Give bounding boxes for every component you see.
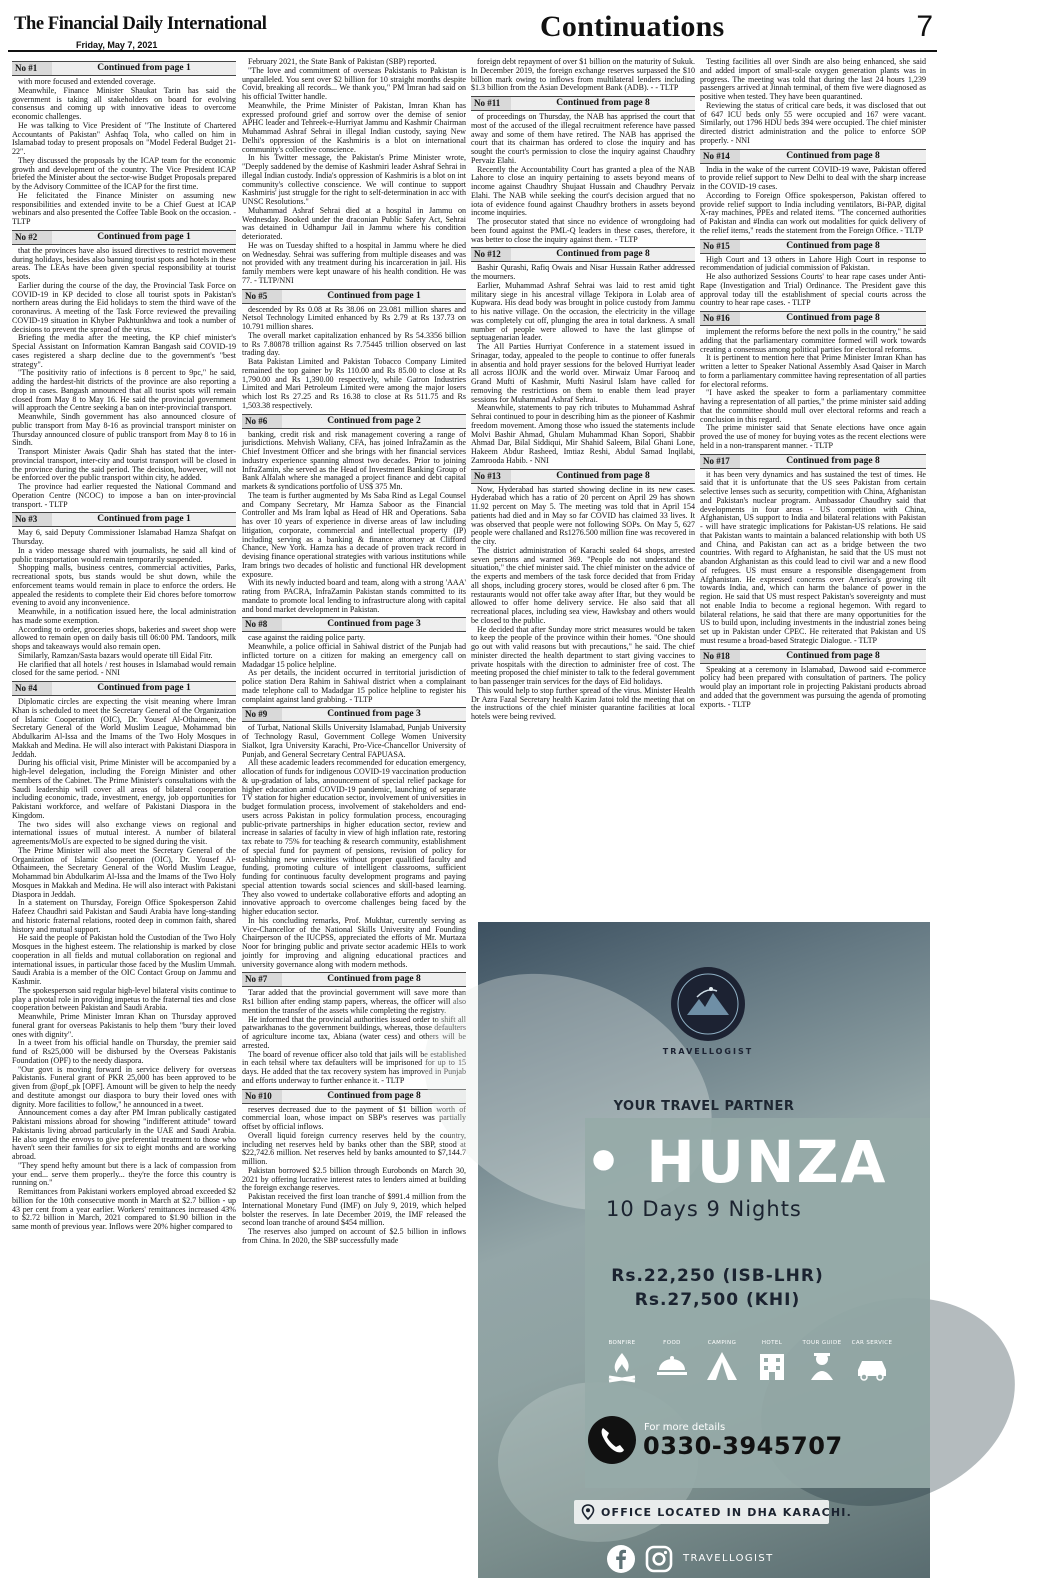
article-paragraph: The province had earlier requested the National Command and Operation Centre (NCOC) to impose a ban on inter-provincial transport. - TLTP — [12, 482, 236, 509]
article-paragraph: it has been very dynamics and has sustained the test of times. He said that it is unfortunate that the US sees Pakistan from certain selective lenses such as security, competition with China, Afghanistan and Pakistan's nuclear program. Ambassador Chaudhry said that developments in four areas - US competition with China, Afghanistan, US support to India and bilateral relations with Pakistan - will have strategic implications for Pakistan-US relations. He said that Pakistan wants to maintain a balanced relationship with both US and China, and Pakistan can act as a bridge between the two countries. With regard to Afghanistan, he said that the US must not abandon Afghanistan as this could lead to civil war and a new flood of refugees. US must ensure a responsible disengagement from Afghanistan. He expressed concerns over America's growing tilt towards India, and, which can harm the balance of power in the region. He said that US must respect Pakistan's sovereignty and must not enable India to become a regional hegemon. With regard to bilateral relations, he said that there are many opportunities for the US to build upon, including investments in the industrial zones being set up in Pakistan under CPEC. He reiterated that Pakistan and US must resume a broad-based Strategic Dialogue. - TLTP — [700, 469, 926, 645]
article-paragraph: The prosecutor stated that since no evidence of wrongdoing had been found against the PML-Q leaders in these cases, therefore, it was better to close the inquiry against them. - TLTP — [471, 217, 695, 244]
article-paragraph: Bashir Qurashi, Rafiq Owais and Nisar Hussain Rather addressed the mourners. — [471, 263, 695, 281]
continuation-heading — [242, 414, 466, 429]
continuation-heading — [471, 96, 695, 111]
continuation-title: Continued from page 8 — [556, 98, 650, 108]
amenity-food: FOOD — [642, 1340, 702, 1382]
article-paragraph: He was talking to Vice President of "The Institute of Chartered Accountants of Pakistan" Ashfaq Tola, who called on him in Islamabad today to present proposals on "Model Federal Budget 21-22". — [12, 120, 236, 156]
destination-bullet: • — [585, 1128, 625, 1196]
article-paragraph: He said the people of Pakistan hold the Custodian of the Two Holy Mosques in the highest esteem. The relationship is marked by close cooperation in all fields and mutual collaboration on regional and international issues, in particular those faced by the Muslim Ummah. Saudi Arabia is a member of the OIC Contact Group on Jammu and Kashmir. — [12, 933, 236, 986]
article-paragraph: February 2021, the State Bank of Pakistan (SBP) reported. — [248, 57, 437, 66]
page-number: 7 — [916, 10, 933, 43]
amenity-tour-guide: TOUR GUIDE — [792, 1340, 852, 1382]
continuation-heading — [700, 454, 926, 469]
article-paragraph: Earlier, Muhammad Ashraf Sehrai was laid to rest amid tight military siege in his ancestral village Tekipora in Lolab area of Kupwara. His dead body was brought in police custody from Jammu to his native village. On the occasion, the electricity in the village was completely cut off, plunging the area in total darkness. A small number of people were allowed to have the last glimpse of septuagenarian leader. — [471, 280, 695, 343]
continuation-heading — [12, 230, 236, 245]
continuation-title: Continued from page 2 — [327, 415, 421, 426]
story-number: No #14 — [700, 150, 740, 163]
office-location-text: OFFICE LOCATED IN DHA KARACHI. — [601, 1506, 852, 1519]
story-number: No #4 — [12, 682, 52, 695]
column-3 — [471, 57, 695, 721]
continuation-heading — [700, 311, 926, 326]
article-paragraph: descended by Rs 0.08 at Rs 38.06 on 23.081 million shares and Netsol Technology Limited enhanced by Rs 2.79 at Rs 137.73 on 10.791 million shares. — [242, 304, 466, 331]
page-header — [8, 6, 939, 52]
article-paragraph: Meanwhile, the Prime Minister of Pakistan, Imran Khan has expressed profound grief and sorrow over the demise of senior APHC leader and Tehreek-e-Hurriyat Jammu and Kashmir Chairman Muhammad Ashraf Sehrai in illegal Indian custody, saying New Delhi's oppression of the Kashmiris is a blot on international community's collective conscience. — [242, 100, 466, 154]
article-paragraph: The prime minister said that Senate elections have once again proved the use of money for buying votes as the recent elections were held in a non-transparent manner. - TLTP — [700, 423, 926, 450]
story-number: No #7 — [242, 973, 282, 986]
article-paragraph: "They spend hefty amount but there is a lack of compassion from your end... serve them properly... they're the force this country is running on." — [12, 1160, 236, 1188]
continuation-heading — [471, 469, 695, 484]
continuation-title: Continued from page 8 — [327, 974, 421, 985]
column-4 — [700, 58, 926, 928]
article-paragraph: with more focused and extended coverage. — [18, 77, 156, 86]
article-paragraph: As per details, the incident occurred in territorial jurisdiction of police station Dera Rahim in Sahiwal district when a complainant made telephone call to Madadgar 15 police helpline to register his complaint against land grabbing. - TLTP — [242, 668, 466, 704]
article-paragraph: Meanwhile, Finance Minister Shaukat Tarin has said the government is taking all stakeholders on board for evolving consensus and coming up with innovative ideas to overcome economic challenges. — [12, 85, 236, 121]
continuation-heading — [12, 512, 236, 527]
article-paragraph: that the provinces have also issued directives to restrict movement during holidays, besides also banning tourist spots and hotels in these areas. The LEAs have been given special responsibility at tourist spots. — [12, 245, 236, 281]
article-paragraph: He decided that after Sunday more strict measures would be taken to keep the people of the province within their homes. "One should go out with valid reasons but with precautions," he said. The chief minister directed the health department to start giving vaccines to private hospitals with the direction to administer free of cost. The meeting proposed the chief minister to talk to the federal government to ban passenger train services for the days of Eid holidays. — [471, 624, 695, 686]
article-paragraph: Recently the Accountability Court has granted a plea of the NAB Lahore to close an inquiry pertaining to assets beyond means of income against Chaudhry Shujaat Hussain and Chaudhry Pervaiz Elahi. The NAB while seeking the court's decision argued that no iota of evidence found against Chaudhry brothers in assets beyond income inquiries. — [471, 164, 695, 218]
article-paragraph: The board of revenue officer also told that jails will be established in each tehsil where tax defaulters will be imprisoned for up to 15 days. He added that the tax recovery system has improved in Punjab and efforts underway to further enhance it. - TLTP — [242, 1049, 466, 1085]
article-paragraph: In a tweet from his official handle on Thursday, the premier said fund of Rs25,000 will be disbursed by the Overseas Pakistanis Foundation (OPF) to the needy diaspora. — [12, 1038, 236, 1065]
amenity-car-service: CAR SERVICE — [842, 1340, 902, 1382]
article-paragraph: He clarified that all hotels / rest houses in Islamabad would remain closed for the same period. - NNI — [12, 659, 236, 678]
phone-number[interactable]: 0330-3945707 — [643, 1432, 843, 1460]
continuation-heading — [242, 707, 466, 722]
article-paragraph: May 6, said Deputy Commissioner Islamabad Hamza Shafqat on Thursday. — [12, 528, 236, 546]
story-number: No #13 — [471, 470, 511, 483]
story-number: No #12 — [471, 248, 511, 261]
article-paragraph: This would help to stop further spread of the virus. Minister Health Dr Azra Fazal Secretary health Kazim Jatoi told the meeting that on the instructions of the chief minister quarantine facilities at local hotels were being revived. — [471, 685, 695, 721]
article-paragraph: The Prime Minister will also meet the Secretary General of the Organization of Islamic Cooperation (OIC), Dr. Yousef Al-Othaimeen, the Secretary General of the World Muslim League, Mohammad bin Abdulkarim Al-Issa and the Imams of the Two Holy Mosques in Makkah and Medina. He will also interact with Pakistani Diaspora in Jeddah. — [12, 845, 236, 899]
travel-advertisement[interactable] — [478, 922, 930, 1578]
article-paragraph: Testing facilities all over Sindh are also being enhanced, she said and added import of small-scale oxygen generation plants was in progress. The meeting was told that during the last 24 hours 1,239 passengers arrived at Jinnah terminal, of them five were diagnosed as positive when tested. They have been quarantined. — [700, 57, 926, 101]
article-paragraph: High Court and 13 others in Lahore High Court in response to recommendation of judicial commission of Pakistan. — [700, 254, 926, 273]
article-paragraph: He also authorized Sessions Courts' to hear rape cases under Anti-Rape (Investigation and Trial) Ordinance. The President gave this approval today till the establishment of special courts across the country to hear rape cases. - TLTP — [700, 272, 926, 308]
continuation-heading — [12, 681, 236, 696]
article-paragraph: According to order, groceries shops, bakeries and sweet shop were allowed to remain open on daily basis till 06:00 PM. Tandoors, milk shops and takeaways would also remain open. — [12, 624, 236, 651]
article-paragraph: The district administration of Karachi sealed 64 shops, arrested seven persons and warned 369. "People do not understand the situation," the chief minister said. The chief minister on the advice of the experts and members of the task force decided that from Friday all shops, including grocery stores, would be closed after 6 pm. The restaurants would not offer take away after Iftar, but they would be allowed to offer home delivery service. He also said that all recreational places, including sea view, Hawksbay and others would be closed to the public. — [471, 545, 695, 625]
phone-icon — [588, 1416, 636, 1464]
price-khi: Rs.27,500 (KHI) — [634, 1290, 801, 1310]
article-paragraph: The spokesperson said regular high-level bilateral visits continue to play a pivotal role in providing impetus to the fraternal ties and close cooperation between Pakistan and Saudi Arabia. — [12, 985, 236, 1013]
article-paragraph: Now, Hyderabad has started showing decline in its new cases. Hyderabad which has a ratio of 20 percent on April 29 has shown 11.92 percent on May 5. The meeting was told that in April 154 patients had died and in May so far COVID has claimed 33 lives. It was observed that people were not following SOPs. On May 5, 627 people were challaned and Rs1276.500 million fine was recovered in the city. — [471, 484, 695, 546]
article-paragraph: Muhammad Ashraf Sehrai died at a hospital in Jammu on Wednesday. Booked under the draconian Public Safety Act, Sehrai was detained in Udhampur Jail in Jammu where his condition deteriorated. — [242, 205, 466, 241]
article-paragraph: Meanwhile, Sindh government has also announced closure of public transport from May 8-16 as provincial transport minister on Thursday announced closure of public transport from May 8 to 16 in Sindh. — [12, 412, 236, 448]
story-number: No #15 — [700, 240, 740, 253]
article-paragraph: Speaking at a ceremony in Islamabad, Dawood said e-commerce policy had been prepared with consultation of partners. The policy would play an important role in projecting Pakistani products abroad and added that the government was pursuing the agenda of promoting exports. - TLTP — [700, 664, 926, 709]
facebook-icon[interactable] — [606, 1544, 636, 1574]
amenity-hotel: HOTEL — [742, 1340, 802, 1382]
article-paragraph: of Turbat, National Skills University Islamabad, Punjab University of Technology Rasul, Government College Women University Sialkot, Igra University Karachi, Pro-Vice-Chancellor University of Punjab, and General Secretary Central FAPUASA. — [242, 723, 466, 759]
article-paragraph: Meanwhile, in a notification issued here, the local administration has made some exemption. — [12, 607, 236, 625]
story-number: No #10 — [242, 1090, 282, 1103]
hotel-icon — [755, 1350, 789, 1382]
continuation-title: Continued from page 3 — [327, 619, 421, 630]
amenity-bonfire: BONFIRE — [592, 1340, 652, 1382]
continuation-heading — [242, 289, 466, 304]
article-paragraph: Pakistan received the first loan tranche of $991.4 million from the International Monetary Fund (IMF) on July 9, 2019, which helped bolster the reserves. In late December 2019, the IMF released the second loan tranche of around $454 million. — [242, 1192, 466, 1228]
article-paragraph: He was on Tuesday shifted to a hospital in Jammu where he died on Wednesday. Sehrai was suffering from multiple diseases and was not provided with any treatment during his incarceration in jail. His family members were kept unaware of his health condition. He was 77. - TLTP/NNI — [242, 240, 466, 285]
article-paragraph: Meanwhile, a police official in Sahiwal district of the Punjab had inflicted torture on a citizen for making an emergency call on Madadgar 15 police helpline. — [242, 642, 466, 669]
article-paragraph: India in the wake of the current COVID-19 wave, Pakistan offered to provide relief support to New Delhi to deal with the sharp increase in the COVID-19 cases. — [700, 164, 926, 191]
continuation-title: Continued from page 8 — [786, 150, 880, 161]
issue-date: Friday, May 7, 2021 — [76, 40, 158, 50]
continuation-heading — [242, 617, 466, 632]
article-paragraph: foreign debt repayment of over $1 billion on the maturity of Sukuk. In December 2019, the foreign exchange reserves surpassed the $10 billion mark owing to inflows from multilateral lenders including $1.3 billion from the Asian Development Bank (ADB). - - TLTP — [471, 57, 695, 93]
article-paragraph: The team is further augmented by Ms Saba Rind as Legal Counsel and Company Secretary, Mr Hamza Saboor as the Financial Controller and Ms Iram Iqbal as Head of HR and Operations. Saba has over 10 years of experience in diverse areas of law including litigation, corporate, commercial and intellectual property (IP) including serving as a banking & finance attorney at Clifford Chance, New York. Hamza has a decade of proven track record in devising finance operational strategies with various institutions while Iram brings two decades of holistic and functional HR development exposure. — [242, 490, 466, 579]
article-paragraph: Earlier during the course of the day, the Provincial Task Force on COVID-19 in KP decided to close all tourist spots in Pakistan's northern areas during the Eid holidays to stem the third wave of the coronavirus. A meeting of the Task Force reviewed the prevailing COVID-19 situation in Khyber Pakhtunkhwa and took a number of decisions to prevent the spread of the virus. — [12, 280, 236, 334]
article-paragraph: During his official visit, Prime Minister will be accompanied by a high-level delegation, including the Foreign Minister and other members of the Cabinet. The Prime Minister's consultations with the Saudi leadership will cover all areas of bilateral cooperation including economic, trade, investment, energy, job opportunities for Pakistani workforce, and welfare of Pakistani Diaspora in the Kingdom. — [12, 758, 236, 820]
bonfire-icon — [605, 1350, 639, 1382]
article-paragraph: All these academic leaders recommended for education emergency, allocation of funds for indigenous COVID-19 vaccination production & up-gradation of labs, announcement of special relief package for higher education amid COVID-19 pandemic, launching of separate TV station for higher education sector, involvement of universities in budget formulation process, involvement of stakeholders and end-users across Pakistan in policy formulation process, encouraging public-private partnerships in higher education sector, review and increase in salaries of faculty in view of high inflation rate, restoring tax rebate to 75% for teaching & research community, establishment of special fund for payment of pensions, revision of policy for establishing new universities without proper qualified faculty and funding, promoting culture of intelligent classrooms, sufficient funding for continuous faculty development programs and paying special attention towards social sciences and skill-based learning. They also vowed to undertake collaborative efforts and adopting an innovative approach to overcome challenges being faced by the higher education sector. — [242, 758, 466, 916]
travellogist-logo — [671, 967, 745, 1041]
article-paragraph: He informed that the provincial authorities issued order to shift all patwarkhanas to the government buildings, whereas, those defaulters of agriculture income tax, Abiana (water cess) and others will be arrested. — [242, 1014, 466, 1050]
destination-title — [585, 1130, 887, 1194]
social-handle: TRAVELLOGIST — [683, 1553, 774, 1564]
story-number: No #2 — [12, 231, 52, 244]
story-number: No #17 — [700, 455, 740, 468]
article-paragraph: "Our govt is moving forward in service delivery for overseas Pakistanis. Funeral grant of PKR 25,000 has been approved to be given from @opf_pk [OPF]. Amount will be given to help the needy and destitute amongst our diaspora to bury their loved ones with dignity. More facilities to follow," he announced in a tweet. — [12, 1064, 236, 1109]
continuation-title: Continued from page 1 — [97, 683, 191, 693]
article-paragraph: They discussed the proposals by the ICAP team for the economic growth and development of the country. The Vice President ICAP briefed the Minister about the sector-wise Budget Proposals prepared by the Advisory Committee of the ICAP for the first time. — [12, 155, 236, 191]
article-paragraph: The overall market capitalization enhanced by Rs 54.3356 billion to Rs 7.80878 trillion against Rs 7.75445 trillion observed on last trading day. — [242, 330, 466, 358]
continuation-title: Continued from page 8 — [556, 470, 650, 481]
article-paragraph: Tarar added that the provincial government will save more than Rs1 billion after ending stamp papers, whereas, the officer will also mention the transfer of the assets while completing the registry. — [242, 988, 466, 1015]
article-paragraph: The All Parties Hurriyat Conference in a statement issued in Srinagar, today, appealed to the people to continue to offer funerals in absentia and hold prayer sessions for the beloved Hurriyat leader all across IIOJK and the world over. Mirwaiz Umar Farooq and Grand Mufti of Kashmir, Mufti Nasirul Islam have called for removing the restrictions on them to enable them lead prayer sessions for Muhammad Ashraf Sehrai. — [471, 342, 695, 404]
article-paragraph: Announcement comes a day after PM Imran publically castigated Pakistani missions abroad for showing "indifferent attitude" toward Pakistanis living abroad particularly in the UAE and Saudi Arabia. He also urged the envoys to give preferential treatment to those who haven't seen their families for six to eight months and are working abroad. — [12, 1108, 236, 1161]
continuation-heading — [242, 972, 466, 987]
continuation-title: Continued from page 8 — [786, 455, 880, 466]
continuation-title: Continued from page 8 — [556, 249, 650, 260]
ad-tagline: YOUR TRAVEL PARTNER — [613, 1099, 795, 1114]
price-isb-lhr: Rs.22,250 (ISB-LHR) — [611, 1266, 824, 1286]
continuation-heading — [12, 61, 236, 76]
story-number: No #5 — [242, 290, 282, 303]
article-paragraph: reserves decreased due to the payment of $1 billion worth of commercial loan, whose impact on SBP's reserves was partially offset by official inflows. — [242, 1104, 466, 1131]
article-paragraph: With its newly inducted board and team, along with a strong 'AAA' rating from PACRA, InfraZamin Pakistan stands committed to its mandate to promote local lending to infrastructure along with capital and bond market development in Pakistan. — [242, 578, 466, 614]
continuation-title: Continued from page 1 — [97, 514, 191, 525]
story-number: No #16 — [700, 312, 740, 325]
continuation-title: Continued from page 8 — [786, 650, 880, 661]
amenity-camping: CAMPING — [692, 1340, 752, 1382]
continuation-title: Continued from page 1 — [97, 63, 191, 73]
article-paragraph: In a statement on Thursday, Foreign Office Spokesperson Zahid Hafeez Chaudhri said Pakistan and Saudi Arabia have long-standing and historic fraternal relations, rooted deep in common faith, shared history and mutual support. — [12, 898, 236, 934]
continuation-title: Continued from page 1 — [97, 231, 191, 242]
article-paragraph: Remittances from Pakistani workers employed abroad exceeded $2 billion for the 10th consecutive month in March at $2.7 billion - up 43 per cent from a year earlier. Workers' remittances increased 43% to $2.72 billion in March, 2021 compared to $1.90 billion in the same month of previous year. Inflows were 20% higher compared to — [12, 1187, 236, 1231]
article-paragraph: Shopping malls, business centres, commercial activities, Parks, recreational spots, bus stands would be shut down, while the enforcement teams would remain in place to enforce the orders. He appealed the residents to complete their Eid chores before tomorrow evening to avoid any inconvenience. — [12, 563, 236, 608]
continuation-heading — [700, 239, 926, 254]
continuation-heading — [471, 247, 695, 262]
article-paragraph: "I have asked the speaker to form a parliamentary committee having a representation of all parties," the prime minister said adding that the committee should mull over electoral reforms and reach a conclusion in this regard. — [700, 388, 926, 424]
article-paragraph: "The positivity ratio of infections is 8 percent to 9pc," he said, adding the hardest-hit districts of the province are also reporting a drop in cases. Bangash announced that all tourist spots will remain closed from May 8 to May 16. He said the provincial government will approach the Centre seeking a ban on inter-provincial transport. — [12, 368, 236, 413]
trip-duration: 10 Days 9 Nights — [606, 1197, 802, 1221]
section-title: Continuations — [540, 10, 725, 43]
story-number: No #3 — [12, 513, 52, 526]
story-number: No #18 — [700, 650, 740, 663]
instagram-icon[interactable] — [644, 1544, 674, 1574]
article-paragraph: Overall liquid foreign currency reserves held by the country, including net reserves held by banks other than the SBP, stood at $22,742.6 million. Net reserves held by banks amounted to $7,144.7 million. — [242, 1130, 466, 1166]
article-paragraph: Reviewing the status of critical care beds, it was disclosed that out of 647 ICU beds only 55 were occupied and 167 were vacant. Similarly, out 1796 HDU beds 394 were occupied. The chief minister directed district administration and the police to enforce SOP properly. - NNI — [700, 100, 926, 145]
column-1 — [12, 58, 236, 1580]
continuation-heading — [700, 149, 926, 164]
article-paragraph: He felicitated the Finance Minister on assuming new responsibilities and extended invite to be a Chief Guest at ICAP webinars and also presented the Coffee Table Book on the occasion. - TLTP — [12, 190, 236, 226]
continuation-title: Continued from page 8 — [327, 1090, 421, 1101]
article-paragraph: The two sides will also exchange views on regional and international issues of mutual interest. A number of bilateral agreements/MoUs are expected to be signed during the visit. — [12, 819, 236, 846]
article-paragraph: case against the raiding police party. — [248, 633, 366, 643]
continuation-title: Continued from page 8 — [786, 313, 880, 323]
location-pin-icon — [581, 1504, 595, 1524]
article-paragraph: banking, credit risk and risk management covering a range of jurisdictions. Mehvish Waliany, CFA, has joined InfraZamin as the Chief Investment Officer and she brings with her financial services industry experience spanning almost two decades. Prior to joining InfraZamin, she served as the Head of Investment Banking Group of Bank Alfalah where she managed a project finance and debt capital markets & syndications portfolio of US$ 375 Mn. — [242, 429, 466, 491]
article-paragraph: Diplomatic circles are expecting the visit meaning where Imran Khan is scheduled to meet the Secretary General of the Organization of Islamic Cooperation (OIC), Dr. Yousef Al-Othaimeen, the Secretary General of the World Muslim League, Mohammad bin Abdulkarim Al-Issa and the Imams of the Two Holy Mosques in Makkah and Medina. He will also interact with Pakistani Diaspora in Jeddah. — [12, 697, 236, 759]
article-paragraph: Meanwhile, Prime Minister Imran Khan on Thursday approved funeral grant for overseas Pakistanis to help them "bury their loved ones with dignity". — [12, 1012, 236, 1039]
story-number: No #9 — [242, 708, 282, 721]
more-details-label: For more details — [644, 1422, 726, 1433]
article-paragraph: In his Twitter message, the Pakistan's Prime Minister wrote, "Deeply saddened by the demise of Kashmiri leader Ashraf Sehrai in illegal Indian custody. India's oppression of Kashmiris is a blot on int community's collective conscience. We will continue to support Kashmiris' just struggle for the right to self-determination in acc with UNSC Resolutions." — [242, 153, 466, 206]
camping-tent-icon — [705, 1350, 739, 1382]
food-icon — [655, 1350, 689, 1382]
article-paragraph: In his concluding remarks, Prof. Mukhtar, currently serving as Vice-Chancellor of the National Skills University and Founding Chairperson of the IUCPSS, appreciated the efforts of Mr. Murtaza Noor for bringing public and private sector academic HEIs to work jointly for improving and aligning educational practices and university governance along with modern methods. — [242, 915, 466, 969]
story-number: No #8 — [242, 618, 282, 631]
story-number: No #11 — [471, 97, 511, 110]
article-paragraph: In a video message shared with journalists, he said all kind of public transportation would remain temporarily suspended. — [12, 545, 236, 564]
continuation-title: Continued from page 3 — [327, 709, 421, 720]
article-paragraph: Pakistan borrowed $2.5 billion through Eurobonds on March 30, 2021 by offering lucrative interest rates to lenders aimed at building the foreign exchange reserves. — [242, 1165, 466, 1193]
column-2 — [242, 58, 466, 1580]
story-number: No #1 — [12, 62, 52, 75]
car-icon — [855, 1350, 889, 1382]
header-rule — [8, 50, 937, 52]
article-paragraph: Briefing the media after the meeting, the KP chief minister's Special Assistant on Information Kamran Bangash said COVID-19 cases registered a sharp decline due to the government's "best strategy". — [12, 333, 236, 369]
article-paragraph: "The love and commitment of overseas Pakistanis to Pakistan is unparalleled. You sent over $2 billion for 10 straight months despite Covid, breaking all records... We thank you," PM Imran had said on his official Twitter handle. — [242, 65, 466, 101]
article-paragraph: of proceedings on Thursday, the NAB has apprised the court that most of the accused of the illegal recruitment reference have passed away and some of them have retired. The NAB has apprised the court that its chairman has ordered to close the inquiry and has sought the court's permission to close the inquiry against Chaudhry Pervaiz Elahi. — [471, 112, 695, 165]
article-paragraph: Meanwhile, statements to pay rich tributes to Muhammad Ashraf Sehrai continued to pour in describing him as the pioneer of Kashmir freedom movement. Among those who issued the statements include Molvi Bashir Ahmad, Ghulam Muhammad Khan Sopori, Shabbir Ahmad Dar, Bilal Siddiqui, Mir Shahid Saleem, Bilal Ghani Lone, Hakeem Abdur Rasheed, Imtiaz Reshi, Abdul Samad Inqilabi, Zamroodа Habib. - NNI — [471, 403, 695, 465]
article-paragraph: Transport Minister Awais Qadir Shah has stated that the inter-provincial transport, inter-city and tourist transport will be closed in the province during the said period. The decision, however, will not be enforced over the public transport within city, he added. — [12, 447, 236, 483]
article-paragraph: Similarly, Ramzan/Sasta bazars would operate till Eidal Fitr. — [18, 650, 213, 660]
article-paragraph: The reserves also jumped on account of $2.5 billion in inflows from China. In 2020, the SBP successfully made — [242, 1227, 466, 1245]
continuation-title: Continued from page 1 — [327, 290, 421, 301]
destination-name: HUNZA — [646, 1128, 888, 1196]
story-number: No #6 — [242, 415, 282, 428]
continuation-heading — [700, 649, 926, 664]
continuation-title: Continued from page 8 — [786, 240, 880, 251]
article-paragraph: implement the reforms before the next polls in the country," he said adding that the parliamentary committee formed will work towards creating a consensus among political parties for electoral reforms. — [700, 327, 926, 354]
logo-wordmark: TRAVELLOGIST — [662, 1047, 754, 1056]
article-paragraph: According to Foreign Office spokesperson, Pakistan offered to provide relief support to India including ventilators, Bi-PAP, digital X-ray machines, PPEs and related items. "The concerned authorities of Pakistan and #India can work out modalities for quick delivery of the relief items," reads the statement from the Foreign Office. - TLTP — [700, 190, 926, 235]
tour-guide-icon — [805, 1350, 839, 1382]
article-paragraph: Bata Pakistan Limited and Pakistan Tobacco Company Limited remained the top gainer by Rs 110.00 and Rs 85.00 to close at Rs 1,790.00 and Rs 1,390.00 respectively, while Gatron Industries Limited and Mari Petroleum Limited were among the major losers which lost Rs 27.25 and Rs 16.38 to close at Rs 511.75 and Rs 1,503.38 respectively. — [242, 357, 466, 410]
article-paragraph: It is pertinent to mention here that Prime Minister Imran Khan has written a letter to Speaker National Assembly Asad Qaiser in March to form a parliamentary committee having representation of all parties for electoral reforms. — [700, 353, 926, 389]
masthead: The Financial Daily International — [14, 14, 267, 34]
